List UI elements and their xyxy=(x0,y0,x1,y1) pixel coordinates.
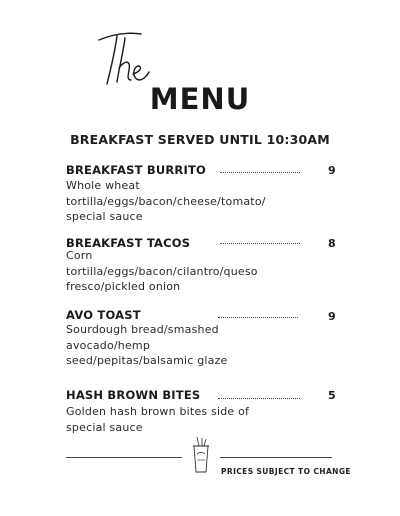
menu-item-description xyxy=(66,248,296,295)
description-line: special sauce xyxy=(66,420,143,434)
breakfast-hours-subtitle: BREAKFAST SERVED UNTIL 10:30AM xyxy=(70,132,330,147)
description-line: tortilla/eggs/bacon/cheese/tomato/ xyxy=(66,194,266,208)
script-the-lettering xyxy=(95,26,155,88)
description-line: special sauce xyxy=(66,210,143,223)
description-line: fresco/pickled onion xyxy=(66,280,181,293)
menu-item-price: 5 xyxy=(328,389,336,402)
menu-item-description xyxy=(66,322,296,369)
menu-item-price: 9 xyxy=(328,310,336,323)
menu-title: MENU xyxy=(149,82,251,116)
menu-item-name: BREAKFAST TACOS xyxy=(66,236,191,250)
menu-item-description xyxy=(66,404,296,435)
description-line: seed/pepitas/balsamic glaze xyxy=(66,354,228,367)
menu-item-description xyxy=(66,178,296,225)
menu-item-name: BREAKFAST BURRITO xyxy=(66,163,206,177)
menu-item-name: HASH BROWN BITES xyxy=(66,388,201,402)
footer-rule-left xyxy=(66,457,182,458)
description-line: Corn xyxy=(66,249,93,262)
coffee-cup-icon xyxy=(190,436,212,474)
description-line: avocado/hemp xyxy=(66,338,151,352)
dotted-leader xyxy=(218,317,298,318)
menu-item-price: 9 xyxy=(328,164,336,177)
description-line: Whole wheat xyxy=(66,179,140,192)
menu-item-name: AVO TOAST xyxy=(66,308,141,322)
dotted-leader xyxy=(220,172,300,173)
dotted-leader xyxy=(218,398,300,399)
description-line: Golden hash brown bites side of xyxy=(66,405,250,418)
footer-rule-right xyxy=(220,457,332,458)
description-line: Sourdough bread/smashed xyxy=(66,323,219,336)
prices-note: PRICES SUBJECT TO CHANGE xyxy=(221,467,351,476)
dotted-leader xyxy=(220,243,300,244)
menu-item-price: 8 xyxy=(328,237,336,250)
description-line: tortilla/eggs/bacon/cilantro/queso xyxy=(66,264,258,278)
